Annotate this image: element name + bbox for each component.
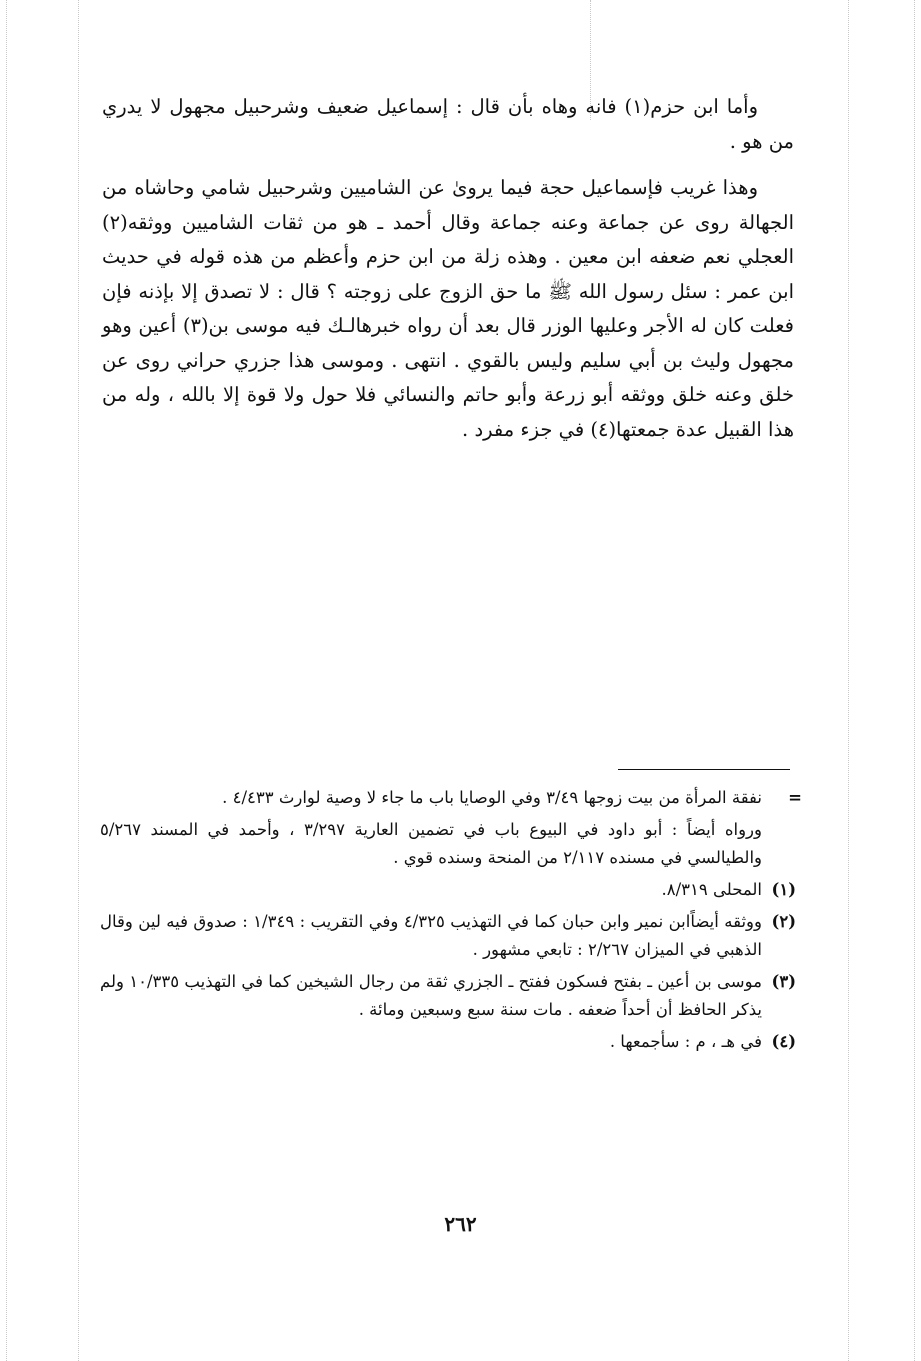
scan-guide-line	[848, 0, 849, 1361]
footnote-item	[100, 876, 796, 904]
footnote-separator	[618, 769, 790, 770]
footnote-text: المحلى ٨/٣١٩.	[661, 880, 762, 899]
footnote-text: نفقة المرأة من بيت زوجها ٣/٤٩ وفي الوصايا باب ما جاء لا وصية لوارث ٤/٤٣٣ .	[222, 788, 762, 807]
footnote-text: موسى بن أعين ـ بفتح فسكون ففتح ـ الجزري ثقة من رجال الشيخين كما في التهذيب ١٠/٣٣٥ ولم يذكر الحافظ أن أحداً ضعفه . مات سنة سبع وسبعين ومائة .	[100, 972, 762, 1019]
footnote-text: ووثقه أيضاًابن نمير وابن حبان كما في التهذيب ٤/٣٢٥ وفي التقريب : ١/٣٤٩ : صدوق فيه لين وقال الذهبي في الميزان ٢/٢٦٧ : تابعي مشهور .	[100, 912, 762, 959]
footnote-item	[100, 1028, 796, 1056]
main-text	[102, 90, 794, 447]
footnote-item	[100, 968, 796, 1024]
page-number: ٢٦٢	[444, 1212, 477, 1236]
body-paragraph: وهذا غريب فإسماعيل حجة فيما يروىٰ عن الشاميين وشرحبيل شامي وحاشاه من الجهالة روى عن جماعة وعنه جماعة وقال أحمد ـ هو من ثقات الشاميين ووثقه(٢) العجلي نعم ضعفه ابن معين . وهذه زلة من ابن حزم وأعظم من هذه قوله في حديث ابن عمر : سئل رسول الله ﷺ ما حق الزوج على زوجته ؟ قال : لا تصدق إلا بإذنه فإن فعلت كان له الأجر وعليها الوزر قال بعد أن رواه خبرهالـك فيه موسى بن(٣) أعين وهو مجهول وليث بن أبي سليم وليس بالقوي . انتهى . وموسى هذا جزري حراني روى عن خلق وعنه خلق ووثقه أبو زرعة وأبو حاتم والنسائي فلا حول ولا قوة إلا بالله ، وله من هذا القبيل عدة جمعتها(٤) في جزء مفرد .	[102, 176, 794, 441]
scan-guide-line	[78, 0, 79, 1361]
footnote-text: ورواه أيضاً : أبو داود في البيوع باب في تضمين العارية ٣/٢٩٧ ، وأحمد في المسند ٥/٢٦٧ والطيالسي في مسنده ٢/١١٧ من المنحة وسنده قوي .	[100, 820, 762, 867]
footnotes	[100, 784, 802, 1056]
continuation-marker: =	[788, 788, 802, 807]
footnote-number: (٢)	[771, 912, 796, 931]
footnote-item	[100, 908, 796, 964]
footnote-continuation	[100, 784, 802, 872]
scan-guide-line	[914, 0, 915, 1361]
footnote-text: في هـ ، م : سأجمعها .	[609, 1032, 762, 1051]
footnote-number: (١)	[771, 880, 796, 899]
body-paragraph: وأما ابن حزم(١) فانه وهاه بأن قال : إسماعيل ضعيف وشرحبيل مجهول لا يدري من هو .	[102, 95, 794, 153]
scan-guide-line	[6, 0, 7, 1361]
footnote-number: (٣)	[771, 972, 796, 991]
footnote-number: (٤)	[771, 1032, 796, 1051]
